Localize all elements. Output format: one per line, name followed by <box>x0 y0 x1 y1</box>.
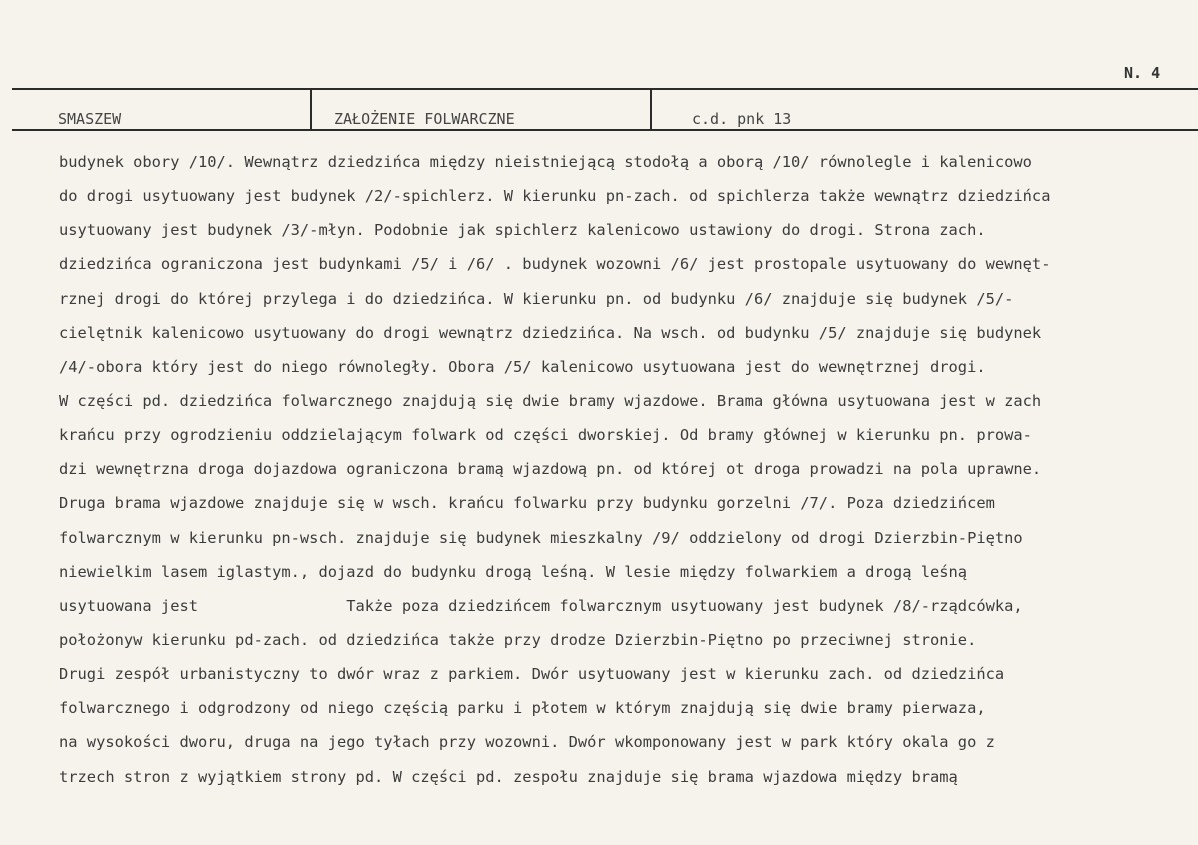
body-text <box>59 145 1189 794</box>
text-line: dziedzińca ograniczona jest budynkami /5/ i /6/ . budynek wozowni /6/ jest prostopale usytuowany do wewnęt- <box>59 255 1051 274</box>
text-line: dzi wewnętrzna droga dojazdowa ograniczona bramą wjazdową pn. od której ot droga prowadzi na pola uprawne. <box>59 460 1042 479</box>
header-divider-2 <box>650 88 652 131</box>
text-line: rznej drogi do której przylega i do dziedzińca. W kierunku pn. od budynku /6/ znajduje się budynek /5/- <box>59 289 1014 308</box>
text-line: usytuowany jest budynek /3/-młyn. Podobnie jak spichlerz kalenicowo ustawiony do drogi. Strona zach. <box>59 221 986 240</box>
text-line: Drugi zespół urbanistyczny to dwór wraz z parkiem. Dwór usytuowany jest w kierunku zach. od dziedzińca <box>59 665 1005 684</box>
text-line: niewielkim lasem iglastym., dojazd do budynku drogą leśną. W lesie między folwarkiem a drogą leśną <box>59 562 968 581</box>
text-line: na wysokości dworu, druga na jego tyłach przy wozowni. Dwór wkomponowany jest w park który okala go z <box>59 733 995 752</box>
header-place: SMASZEW <box>58 110 122 128</box>
text-line: krańcu przy ogrodzieniu oddzielającym folwark od części dworskiej. Od bramy głównej w kierunku pn. prowa- <box>59 426 1032 445</box>
text-line: budynek obory /10/. Wewnątrz dziedzińca między nieistniejącą stodołą a oborą /10/ równolegle i kalenicowo <box>59 153 1032 171</box>
header-divider-1 <box>310 88 312 131</box>
text-line: położonyw kierunku pd-zach. od dziedzińca także przy drodze Dzierzbin-Piętno po przeciwnej stronie. <box>59 630 977 649</box>
text-line: W części pd. dziedzińca folwarcznego znajdują się dwie bramy wjazdowe. Brama główna usytuowana jest w zach <box>59 391 1042 410</box>
header-section: ZAŁOŻENIE FOLWARCZNE <box>334 110 515 128</box>
card-number: N. 4 <box>1124 64 1161 82</box>
text-line: folwarcznego i odgrodzony od niego częścią parku i płotem w którym znajdują się dwie bramy pierwaza, <box>59 699 986 718</box>
text-line: /4/-obora który jest do niego równoległy. Obora /5/ kalenicowo usytuowana jest do wewnętrznej drogi. <box>59 357 986 376</box>
header-top-rule <box>12 88 1198 90</box>
text-line: usytuowana jest Także poza dziedzińcem folwarcznym usytuowany jest budynek /8/-rządcówka, <box>59 596 1023 615</box>
text-line: Druga brama wjazdowe znajduje się w wsch. krańcu folwarku przy budynku gorzelni /7/. Poza dziedzińcem <box>59 494 995 513</box>
text-line: folwarcznym w kierunku pn-wsch. znajduje się budynek mieszkalny /9/ oddzielony od drogi Dzierzbin-Piętno <box>59 528 1023 547</box>
header-reference: c.d. pnk 13 <box>692 110 792 128</box>
text-line: cielętnik kalenicowo usytuowany do drogi wewnątrz dziedzińca. Na wsch. od budynku /5/ znajduje się budynek <box>59 323 1042 342</box>
text-line: do drogi usytuowany jest budynek /2/-spichlerz. W kierunku pn-zach. od spichlerza także wewnątrz dziedzińca <box>59 187 1051 206</box>
header-bottom-rule <box>12 129 1198 131</box>
text-line: trzech stron z wyjątkiem strony pd. W części pd. zespołu znajduje się brama wjazdowa między bramą <box>59 767 958 786</box>
